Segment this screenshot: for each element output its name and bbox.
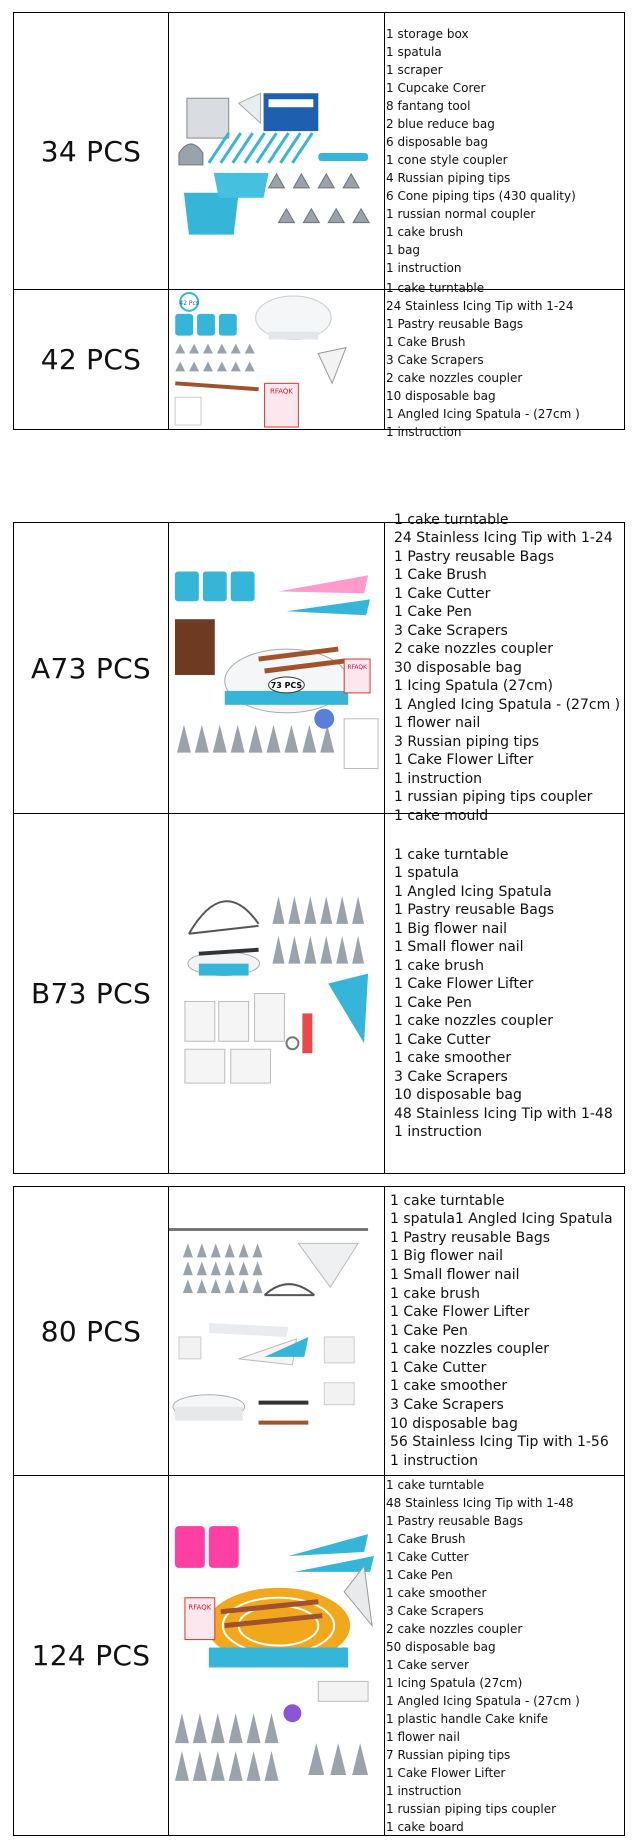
kit-row-b73 (14, 813, 624, 1173)
kit-item: 1 instruction (390, 1452, 479, 1469)
kit-contents-list (386, 1476, 624, 1836)
kit-item: 3 Cake Scrapers (394, 1068, 508, 1085)
kit-item: 1 Cake Brush (386, 1531, 466, 1546)
kit-item: 1 plastic handle Cake knife (386, 1711, 549, 1726)
kit-item: 1 russian normal coupler (386, 207, 536, 221)
kit-item: 1 Icing Spatula (27cm) (394, 678, 553, 695)
kit-item: 4 Russian piping tips (386, 171, 511, 185)
kit-item: 1 bag (386, 243, 421, 257)
kit-item: 2 cake nozzles coupler (394, 641, 553, 658)
kit-item: 1 russian piping tips coupler (386, 1801, 557, 1816)
kit-image (169, 523, 385, 813)
kit-item: 1 russian piping tips coupler (394, 789, 593, 806)
kit-124-illustration (169, 1476, 384, 1835)
kit-item: 1 Cake Flower Lifter (386, 1765, 506, 1780)
kit-item: 48 Stainless Icing Tip with 1-48 (386, 1495, 574, 1510)
kit-contents-cell (385, 1187, 624, 1475)
kit-item: 1 Angled Icing Spatula - (27cm ) (394, 696, 621, 713)
svg-text:RFAQK: RFAQK (347, 663, 367, 671)
kit-item: 30 disposable bag (394, 659, 522, 676)
kit-item: 1 Cake Cutter (386, 1549, 469, 1564)
kit-contents-cell (385, 13, 624, 289)
kit-item: 1 spatula (386, 45, 442, 59)
kit-contents-list (386, 846, 624, 1142)
kit-item: 1 Cake Flower Lifter (394, 752, 534, 769)
kit-item: 1 Cake Cutter (394, 1031, 491, 1048)
kit-contents-cell (385, 814, 624, 1173)
kit-item: 1 Cake Brush (386, 334, 466, 349)
kit-34-illustration (169, 13, 384, 289)
kit-image (169, 814, 385, 1173)
kit-contents-list (386, 279, 624, 441)
kit-item: 1 cake turntable (390, 1192, 505, 1209)
svg-text:RFAQK: RFAQK (270, 387, 293, 396)
kit-item: 1 Small flower nail (390, 1266, 520, 1283)
kit-item: 1 cake smoother (394, 1050, 512, 1066)
kit-item: 1 cake mould (394, 807, 489, 824)
kit-item: 8 fantang tool (386, 99, 471, 113)
kit-item: 1 spatula1 Angled Icing Spatula (390, 1211, 613, 1228)
kit-image (169, 1187, 385, 1475)
kit-item: 10 disposable bag (394, 1087, 522, 1103)
kit-item: 1 cake brush (394, 957, 484, 974)
kit-item: 48 Stainless Icing Tip with 1-48 (394, 1105, 613, 1122)
kit-item: 1 Cake Pen (394, 604, 472, 621)
kit-label: A73 PCS (31, 651, 151, 685)
kit-label: B73 PCS (30, 977, 152, 1010)
kit-item: 1 cone style coupler (386, 153, 508, 167)
kit-item: 1 Cake server (386, 1657, 469, 1672)
kit-item: 1 instruction (394, 1124, 483, 1140)
kit-label-cell (14, 1476, 169, 1835)
kit-row-80 (14, 1187, 624, 1475)
kit-contents-cell (385, 280, 624, 439)
kit-table-3 (13, 1186, 625, 1836)
kit-item: 3 Cake Scrapers (394, 622, 508, 639)
kit-item: 1 Cake Pen (386, 1567, 453, 1582)
kit-label: 42 PCS (40, 343, 142, 376)
kit-contents-list (386, 1192, 624, 1471)
kit-item: 1 storage box (386, 27, 469, 41)
kit-item: 1 Angled Icing Spatula - (27cm ) (386, 1693, 580, 1708)
kit-item: 1 instruction (386, 424, 462, 439)
kit-item: 1 instruction (386, 261, 462, 275)
kit-item: 3 Cake Scrapers (390, 1397, 504, 1414)
kit-row-34 (14, 13, 624, 289)
kit-label: 80 PCS (40, 1314, 142, 1348)
kit-item: 1 Pastry reusable Bags (394, 902, 555, 918)
kit-item: 1 Cake Flower Lifter (390, 1304, 530, 1321)
kit-label-cell (14, 814, 169, 1173)
kit-label: 34 PCS (40, 134, 142, 168)
kit-item: 2 blue reduce bag (386, 117, 495, 131)
kit-contents-list (386, 25, 624, 277)
kit-item: 1 instruction (386, 1783, 462, 1798)
kit-item: 10 disposable bag (386, 388, 496, 403)
svg-text:RFAQK: RFAQK (188, 1603, 212, 1612)
kit-item: 1 flower nail (386, 1729, 460, 1744)
kit-item: 1 Pastry reusable Bags (386, 1513, 524, 1528)
kit-b73-illustration (169, 814, 384, 1173)
kit-item: 1 Big flower nail (390, 1248, 504, 1265)
kit-contents-cell (385, 511, 624, 824)
kit-item: 1 Angled Icing Spatula (394, 883, 552, 900)
kit-item: 1 Pastry reusable Bags (386, 316, 524, 331)
kit-row-124 (14, 1475, 624, 1835)
kit-item: 1 cake brush (386, 225, 464, 239)
kit-item: 2 cake nozzles coupler (386, 370, 523, 385)
svg-text:42 Pcs: 42 Pcs (179, 299, 199, 307)
kit-item: 56 Stainless Icing Tip with 1-56 (390, 1434, 609, 1451)
kit-item: 1 Angled Icing Spatula - (27cm ) (386, 406, 580, 421)
kit-item: 1 Cake Brush (394, 567, 487, 584)
kit-item: 3 Russian piping tips (394, 733, 540, 750)
kit-item: 1 Pastry reusable Bags (390, 1229, 551, 1246)
kit-contents-list (386, 511, 624, 826)
kit-item: 7 Russian piping tips (386, 1747, 511, 1762)
kit-42-illustration (169, 290, 384, 429)
kit-item: 50 disposable bag (386, 1639, 496, 1654)
kit-image (169, 1476, 385, 1835)
kit-80-illustration (169, 1187, 384, 1475)
kit-label-cell (14, 290, 169, 429)
kit-item: 24 Stainless Icing Tip with 1-24 (394, 530, 613, 547)
kit-item: 1 cake turntable (386, 280, 485, 295)
kit-table-2 (13, 511, 625, 1174)
kit-a73-illustration (169, 523, 384, 813)
kit-item: 1 cake brush (390, 1285, 480, 1302)
kit-row-42 (14, 280, 624, 439)
kit-item: 1 cake smoother (386, 1585, 487, 1600)
kit-item: 1 Cake Cutter (394, 585, 491, 602)
kit-item: 1 Cake Pen (394, 994, 472, 1011)
kit-item: 1 Cake Pen (390, 1322, 468, 1339)
kit-item: 6 disposable bag (386, 135, 488, 149)
kit-item: 1 Cupcake Corer (386, 81, 486, 95)
kit-item: 1 Pastry reusable Bags (394, 548, 555, 565)
kit-label: 124 PCS (31, 1639, 151, 1672)
kit-item: 10 disposable bag (390, 1415, 518, 1432)
kit-item: 1 Icing Spatula (27cm) (386, 1675, 523, 1690)
kit-item: 1 cake turntable (394, 511, 509, 528)
kit-item: 3 Cake Scrapers (386, 1603, 484, 1618)
kit-item: 2 cake nozzles coupler (386, 1621, 523, 1636)
kit-item: 1 Small flower nail (394, 939, 524, 955)
kit-label-cell (14, 523, 169, 813)
kit-item: 1 spatula (394, 865, 459, 881)
kit-item: 1 Cake Cutter (390, 1359, 487, 1376)
kit-item: 1 cake turntable (394, 846, 509, 863)
kit-item: 3 Cake Scrapers (386, 352, 484, 367)
kit-image (169, 290, 385, 429)
kit-item: 6 Cone piping tips (430 quality) (386, 189, 576, 203)
kit-table-1 (13, 12, 625, 439)
kit-item: 1 cake smoother (390, 1378, 508, 1395)
kit-label-cell (14, 1187, 169, 1475)
kit-item: 1 cake nozzles coupler (390, 1341, 549, 1358)
kit-item: 1 flower nail (394, 715, 481, 732)
kit-item: 1 cake nozzles coupler (394, 1013, 553, 1029)
kit-item: 1 scraper (386, 63, 443, 77)
kit-label-cell (14, 13, 169, 289)
kit-item: 1 instruction (394, 770, 483, 787)
kit-item: 1 Big flower nail (394, 920, 508, 937)
kit-item: 1 cake board (386, 1819, 464, 1834)
kit-contents-cell (385, 1476, 624, 1835)
kit-image (169, 13, 385, 289)
kit-row-a73 (14, 511, 624, 824)
kit-item: 1 Cake Flower Lifter (394, 976, 534, 992)
kit-item: 24 Stainless Icing Tip with 1-24 (386, 298, 574, 313)
svg-text:73 PCS: 73 PCS (270, 680, 303, 690)
kit-item: 1 cake turntable (386, 1477, 485, 1492)
